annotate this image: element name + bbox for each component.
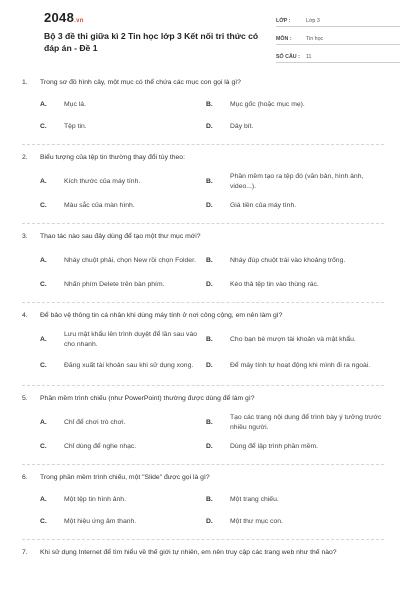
answer-text: Chỉ để chơi trò chơi. (64, 419, 126, 426)
answer-option-d[interactable] (206, 274, 384, 296)
answer-letter: D. (206, 362, 213, 369)
answer-letter: B. (206, 257, 213, 264)
answer-text: Đăng xuất tài khoản sau khi sử dụng xong. (64, 362, 194, 369)
answer-text: Cho bạn bè mượn tài khoản và mật khẩu. (230, 336, 356, 343)
answer-option-d[interactable] (206, 116, 384, 138)
question-2 (22, 145, 384, 224)
answer-text: Màu sắc của màn hình. (64, 202, 135, 209)
answer-text: Nháy chuột phải, chọn New rồi chọn Folder. (64, 257, 196, 264)
answer-letter: C. (40, 518, 47, 525)
question-number: 3. (22, 233, 28, 240)
answer-text: Kích thước của máy tính. (64, 178, 141, 185)
answer-letter: B. (206, 101, 213, 108)
answer-option-d[interactable] (206, 353, 384, 379)
answer-letter: B. (206, 336, 213, 343)
answer-text: Nháy đúp chuột trái vào khoảng trống. (230, 257, 346, 264)
question-4 (22, 303, 384, 386)
answer-text: Phần mềm tạo ra tệp đó (văn bản, hình ảnh, video...). (230, 173, 364, 190)
answer-option-d[interactable] (206, 511, 384, 533)
answer-option-c[interactable] (22, 511, 200, 533)
answer-option-a[interactable] (22, 94, 200, 116)
meta-label: LỚP : (276, 18, 291, 24)
site-logo[interactable] (44, 10, 84, 25)
meta-label: SỐ CÂU : (276, 54, 300, 60)
question-text: Khi sử dụng Internet để tìm hiểu về thế giới tự nhiên, em nên truy cập các trang web như thế nào? (40, 549, 337, 556)
answer-option-a[interactable] (22, 410, 200, 436)
answer-text: Tạo các trang nội dung để trình bày ý tưởng trước nhiều người. (230, 414, 382, 431)
answer-letter: A. (40, 419, 47, 426)
answer-letter: B. (206, 419, 213, 426)
answer-text: Một thư mục con. (230, 518, 283, 525)
answer-text: Một hiệu ứng âm thanh. (64, 518, 137, 525)
answer-grid (22, 410, 384, 458)
answer-option-c[interactable] (22, 436, 200, 458)
answer-option-c[interactable] (22, 195, 200, 217)
question-1 (22, 78, 384, 145)
question-stem (22, 394, 384, 404)
question-7 (22, 540, 384, 564)
question-stem (22, 311, 384, 321)
meta-value: Tin học (306, 36, 324, 42)
answer-grid (22, 489, 384, 533)
answer-text: Giá tiền của máy tính. (230, 202, 297, 209)
logo-main: 2048 (44, 10, 75, 25)
question-stem (22, 78, 384, 88)
question-number: 4. (22, 312, 28, 319)
meta-table (276, 12, 400, 66)
answer-letter: C. (40, 281, 47, 288)
answer-letter: D. (206, 281, 213, 288)
answer-letter: C. (40, 202, 47, 209)
answer-option-b[interactable] (206, 248, 384, 274)
answer-letter: A. (40, 101, 47, 108)
question-stem (22, 153, 384, 163)
answer-option-d[interactable] (206, 436, 384, 458)
meta-row-count (276, 48, 400, 63)
answer-option-a[interactable] (22, 489, 200, 511)
answer-option-d[interactable] (206, 195, 384, 217)
question-stem (22, 548, 384, 558)
answer-text: Để máy tính tự hoạt động khi mình đi ra ngoài. (230, 362, 371, 369)
answer-text: Kéo thả tệp tin vào thùng rác. (230, 281, 319, 288)
question-number: 7. (22, 549, 28, 556)
meta-row-subject (276, 30, 400, 45)
logo-suffix: .vn (74, 18, 84, 24)
answer-letter: A. (40, 336, 47, 343)
question-text: Trong phần mềm trình chiếu, một "Slide" được gọi là gì? (40, 474, 210, 481)
answer-grid (22, 248, 384, 296)
answer-option-a[interactable] (22, 169, 200, 195)
meta-value: 11 (306, 54, 312, 60)
answer-text: Chỉ dùng để nghe nhạc. (64, 443, 137, 450)
answer-text: Dùng để lập trình phần mềm. (230, 443, 319, 450)
answer-text: Tệp tin. (64, 123, 87, 130)
answer-text: Dây bít. (230, 123, 254, 130)
answer-letter: D. (206, 518, 213, 525)
question-6 (22, 465, 384, 540)
answer-grid (22, 169, 384, 217)
answer-letter: D. (206, 123, 213, 130)
answer-option-c[interactable] (22, 353, 200, 379)
question-number: 6. (22, 474, 28, 481)
meta-value: Lớp 3 (306, 18, 320, 24)
question-number: 1. (22, 79, 28, 86)
answer-option-a[interactable] (22, 248, 200, 274)
question-stem (22, 232, 384, 242)
answer-letter: A. (40, 257, 47, 264)
answer-option-c[interactable] (22, 274, 200, 296)
answer-letter: D. (206, 202, 213, 209)
document-header (22, 0, 386, 76)
question-stem (22, 473, 384, 483)
answer-letter: C. (40, 362, 47, 369)
question-text: Để bảo vệ thông tin cá nhân khi dùng máy tính ở nơi công cộng, em nên làm gì? (40, 312, 283, 319)
answer-option-b[interactable] (206, 169, 384, 195)
answer-text: Mục lá. (64, 101, 86, 108)
question-3 (22, 224, 384, 303)
meta-label: MÔN : (276, 36, 292, 42)
answer-grid (22, 327, 384, 379)
answer-option-b[interactable] (206, 327, 384, 353)
answer-letter: D. (206, 443, 213, 450)
answer-option-a[interactable] (22, 327, 200, 353)
answer-text: Nhấn phím Delete trên bàn phím. (64, 281, 165, 288)
answer-option-b[interactable] (206, 410, 384, 436)
question-number: 2. (22, 154, 28, 161)
question-text: Phần mềm trình chiếu (như PowerPoint) thường được dùng để làm gì? (40, 395, 255, 402)
answer-option-b[interactable] (206, 94, 384, 116)
question-list (22, 78, 384, 564)
answer-letter: C. (40, 443, 47, 450)
question-5 (22, 386, 384, 465)
meta-row-grade (276, 12, 400, 27)
question-text: Biểu tượng của tệp tin thường thay đổi tùy theo: (40, 154, 185, 161)
document-title: Bộ 3 đề thi giữa kì 2 Tin học lớp 3 Kết nối tri thức có đáp án - Đề 1 (44, 31, 259, 53)
answer-letter: B. (206, 496, 213, 503)
answer-letter: C. (40, 123, 47, 130)
answer-option-b[interactable] (206, 489, 384, 511)
answer-letter: A. (40, 178, 47, 185)
answer-grid (22, 94, 384, 138)
answer-text: Một trang chiếu. (230, 496, 279, 503)
answer-option-c[interactable] (22, 116, 200, 138)
answer-text: Một tệp tin hình ảnh. (64, 496, 126, 503)
answer-letter: A. (40, 496, 47, 503)
answer-text: Mục gốc (hoặc mục mẹ). (230, 101, 305, 108)
question-number: 5. (22, 395, 28, 402)
answer-letter: B. (206, 178, 213, 185)
question-text: Thao tác nào sau đây dùng để tạo một thư mục mới? (40, 233, 201, 240)
answer-text: Lưu mật khẩu lên trình duyệt để lần sau vào cho nhanh. (64, 331, 198, 348)
question-text: Trong sơ đồ hình cây, một mục có thể chứa các mục con gọi là gì? (40, 79, 241, 86)
